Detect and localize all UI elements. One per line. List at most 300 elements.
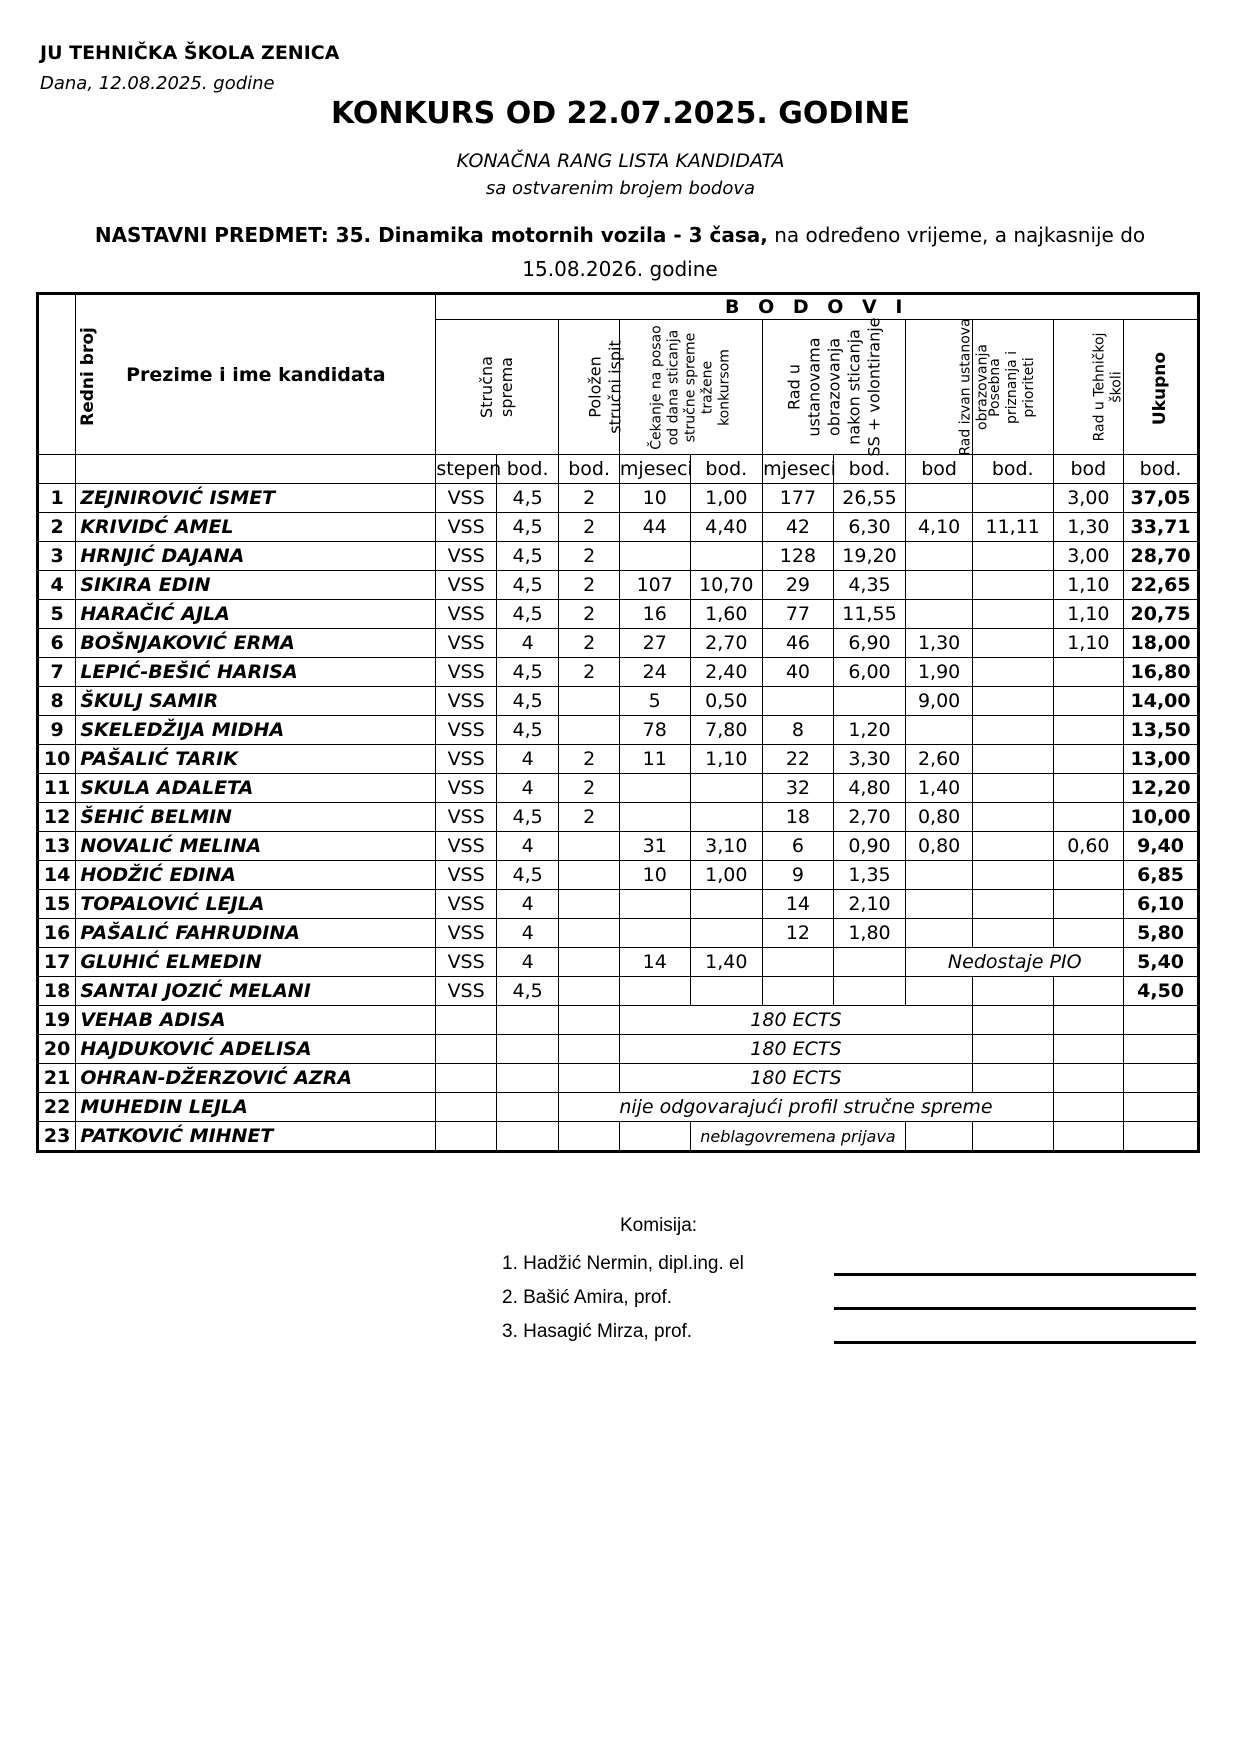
commission-member-1: 1. Hadžić Nermin, dipl.ing. el <box>502 1253 744 1274</box>
score-cell <box>690 977 763 1006</box>
ukupno-text: Ukupno <box>1150 351 1171 426</box>
tehnicka-text: Rad u Tehničkoj školi <box>1090 332 1124 442</box>
score-cell: 3,00 <box>1053 484 1124 513</box>
remark-cell: 180 ECTS <box>619 1006 972 1035</box>
total-cell: 4,50 <box>1124 977 1199 1006</box>
empty-cell <box>972 1122 1053 1152</box>
empty-cell <box>1124 1093 1199 1122</box>
score-cell <box>906 571 973 600</box>
score-cell: 11,11 <box>972 513 1053 542</box>
score-cell: 0,80 <box>906 803 973 832</box>
candidate-name: HAJDUKOVIĆ ADELISA <box>76 1035 436 1064</box>
unit-cell: mjeseci <box>619 455 690 484</box>
table-row <box>38 1006 1199 1035</box>
score-cell: 77 <box>763 600 834 629</box>
score-cell <box>906 919 973 948</box>
score-cell <box>972 977 1053 1006</box>
score-cell: VSS <box>436 629 497 658</box>
empty-cell <box>496 1006 559 1035</box>
score-cell: VSS <box>436 687 497 716</box>
score-cell <box>972 745 1053 774</box>
candidate-name: HRNJIĆ DAJANA <box>76 542 436 571</box>
score-cell: 4,5 <box>496 977 559 1006</box>
total-cell: 10,00 <box>1124 803 1199 832</box>
score-cell: 1,30 <box>906 629 973 658</box>
score-cell: VSS <box>436 513 497 542</box>
cekanje-text: Čekanje na posao od dana sticanja stručne spreme tražene konkursom <box>648 324 733 450</box>
signature-line-1 <box>834 1273 1196 1276</box>
score-cell: 27 <box>619 629 690 658</box>
score-cell: 0,90 <box>833 832 906 861</box>
empty-cell <box>436 1006 497 1035</box>
score-cell: 1,10 <box>1053 629 1124 658</box>
score-cell: 4,5 <box>496 716 559 745</box>
unit-cell: bod. <box>559 455 620 484</box>
empty-cell <box>1124 1035 1199 1064</box>
subject-rest: na određeno vrijeme, a najkasnije do 15.08.2026. godine <box>522 223 1146 281</box>
row-number: 1 <box>38 484 76 513</box>
score-cell: 12 <box>763 919 834 948</box>
score-cell <box>906 484 973 513</box>
empty-cell <box>1053 1035 1124 1064</box>
candidate-name: NOVALIĆ MELINA <box>76 832 436 861</box>
remark-cell: nije odgovarajući profil stručne spreme <box>559 1093 1053 1122</box>
score-cell <box>906 977 973 1006</box>
total-cell: 6,10 <box>1124 890 1199 919</box>
empty-cell <box>1124 1064 1199 1093</box>
rad-u-ustanovama-header <box>763 317 906 457</box>
score-cell: 11 <box>619 745 690 774</box>
commission-member-2: 2. Bašić Amira, prof. <box>502 1287 673 1308</box>
unit-cell: bod. <box>1124 455 1199 484</box>
score-cell: 4,10 <box>906 513 973 542</box>
document-date: Dana, 12.08.2025. godine <box>40 73 275 94</box>
row-number: 12 <box>38 803 76 832</box>
total-cell: 18,00 <box>1124 629 1199 658</box>
score-cell <box>906 600 973 629</box>
score-cell: 2,70 <box>833 803 906 832</box>
score-cell <box>559 687 620 716</box>
row-number: 14 <box>38 861 76 890</box>
score-cell: 4,5 <box>496 513 559 542</box>
empty-cell <box>1053 1006 1124 1035</box>
izvan-text: Rad izvan ustanova obrazovanja <box>957 318 991 456</box>
score-cell <box>559 919 620 948</box>
score-cell: 24 <box>619 658 690 687</box>
score-cell <box>763 687 834 716</box>
score-cell: 31 <box>619 832 690 861</box>
score-cell: 11,55 <box>833 600 906 629</box>
polozen-ispit-header <box>559 320 626 455</box>
score-cell <box>619 977 690 1006</box>
score-cell: VSS <box>436 658 497 687</box>
score-cell <box>906 542 973 571</box>
empty-cell <box>559 1035 620 1064</box>
score-cell: 18 <box>763 803 834 832</box>
score-cell: 2,70 <box>690 629 763 658</box>
score-cell: 4 <box>496 745 559 774</box>
school-name: JU TEHNIČKA ŠKOLA ZENICA <box>40 42 340 64</box>
total-cell: 28,70 <box>1124 542 1199 571</box>
total-cell: 9,40 <box>1124 832 1199 861</box>
score-cell <box>1053 774 1124 803</box>
score-cell <box>619 542 690 571</box>
empty-cell <box>1124 1122 1199 1152</box>
score-cell: 0,80 <box>906 832 973 861</box>
score-cell <box>619 803 690 832</box>
score-cell: 10 <box>619 484 690 513</box>
candidate-name: PAŠALIĆ TARIK <box>76 745 436 774</box>
score-cell: 4,5 <box>496 861 559 890</box>
row-number: 8 <box>38 687 76 716</box>
score-cell <box>972 803 1053 832</box>
total-cell: 14,00 <box>1124 687 1199 716</box>
unit-cell: bod <box>906 455 973 484</box>
score-cell: 2,60 <box>906 745 973 774</box>
score-cell: 2 <box>559 803 620 832</box>
score-cell: 6,90 <box>833 629 906 658</box>
empty-cell <box>972 1035 1053 1064</box>
score-cell: 0,60 <box>1053 832 1124 861</box>
score-cell <box>1053 803 1124 832</box>
score-cell <box>619 919 690 948</box>
score-cell: 22 <box>763 745 834 774</box>
score-cell: 8 <box>763 716 834 745</box>
score-cell: 14 <box>763 890 834 919</box>
name-column-header: Prezime i ime kandidata <box>76 294 436 455</box>
score-cell <box>972 890 1053 919</box>
page-title: KONKURS OD 22.07.2025. GODINE <box>330 96 910 131</box>
score-cell: 9,00 <box>906 687 973 716</box>
score-cell: 9 <box>763 861 834 890</box>
score-cell: 4,5 <box>496 542 559 571</box>
score-cell <box>559 716 620 745</box>
remark-cell: neblagovremena prijava <box>690 1122 906 1152</box>
score-cell <box>690 774 763 803</box>
strucna-text: Stručna sprema <box>477 356 517 418</box>
score-cell <box>972 687 1053 716</box>
row-number: 22 <box>38 1093 76 1122</box>
candidate-name: VEHAB ADISA <box>76 1006 436 1035</box>
score-cell: VSS <box>436 919 497 948</box>
candidate-name: SKULA ADALETA <box>76 774 436 803</box>
score-cell: 1,40 <box>906 774 973 803</box>
score-cell: 128 <box>763 542 834 571</box>
table-row <box>38 658 1199 687</box>
score-cell: 2 <box>559 745 620 774</box>
candidate-name: ŠKULJ SAMIR <box>76 687 436 716</box>
subject-bold: NASTAVNI PREDMET: 35. Dinamika motornih vozila - 3 časa, <box>94 223 768 247</box>
score-cell: 4 <box>496 948 559 977</box>
score-cell: 4,80 <box>833 774 906 803</box>
score-cell <box>972 484 1053 513</box>
score-cell <box>972 542 1053 571</box>
table-row <box>38 745 1199 774</box>
table-row <box>38 1035 1199 1064</box>
score-cell <box>690 890 763 919</box>
score-cell: 107 <box>619 571 690 600</box>
score-cell <box>1053 919 1124 948</box>
score-cell: 42 <box>763 513 834 542</box>
candidate-name: KRIVIDĆ AMEL <box>76 513 436 542</box>
rad-tehnicka-header <box>1053 320 1124 455</box>
candidate-name: SIKIRA EDIN <box>76 571 436 600</box>
empty-cell <box>972 1064 1053 1093</box>
signature-line-3 <box>834 1341 1196 1344</box>
unit-cell: bod. <box>496 455 559 484</box>
score-cell: 46 <box>763 629 834 658</box>
score-cell: 177 <box>763 484 834 513</box>
list-subtitle: sa ostvarenim brojem bodova <box>485 178 756 199</box>
score-cell: VSS <box>436 484 497 513</box>
score-cell <box>619 774 690 803</box>
score-cell <box>690 542 763 571</box>
bodovi-header: B O D O V I <box>436 294 1199 320</box>
empty-cell <box>1053 1064 1124 1093</box>
score-cell: 4,40 <box>690 513 763 542</box>
score-cell: 32 <box>763 774 834 803</box>
score-cell: 19,20 <box>833 542 906 571</box>
score-cell <box>1053 890 1124 919</box>
candidate-name: SKELEDŽIJA MIDHA <box>76 716 436 745</box>
score-cell: 1,00 <box>690 484 763 513</box>
subject-line <box>40 218 1200 286</box>
total-cell: 13,50 <box>1124 716 1199 745</box>
score-cell: 4 <box>496 919 559 948</box>
table-row <box>38 1064 1199 1093</box>
score-cell: VSS <box>436 890 497 919</box>
rad-izvan-header <box>906 318 991 456</box>
total-cell: 20,75 <box>1124 600 1199 629</box>
score-cell: 1,10 <box>1053 600 1124 629</box>
unit-cell: bod. <box>833 455 906 484</box>
row-number: 17 <box>38 948 76 977</box>
score-cell <box>972 658 1053 687</box>
score-cell <box>1053 716 1124 745</box>
score-cell: VSS <box>436 542 497 571</box>
score-cell: 26,55 <box>833 484 906 513</box>
unit-cell: bod. <box>972 455 1053 484</box>
total-cell: 12,20 <box>1124 774 1199 803</box>
score-cell <box>972 861 1053 890</box>
table-row <box>38 919 1199 948</box>
empty-cell <box>436 1064 497 1093</box>
score-cell <box>1053 658 1124 687</box>
score-cell: 40 <box>763 658 834 687</box>
score-cell: 6,30 <box>833 513 906 542</box>
score-cell: 10 <box>619 861 690 890</box>
score-cell: VSS <box>436 745 497 774</box>
row-number: 15 <box>38 890 76 919</box>
total-cell: 33,71 <box>1124 513 1199 542</box>
score-cell: 2 <box>559 600 620 629</box>
total-cell: 37,05 <box>1124 484 1199 513</box>
score-cell: 7,80 <box>690 716 763 745</box>
score-cell <box>833 948 906 977</box>
score-cell: 3,30 <box>833 745 906 774</box>
score-cell <box>559 948 620 977</box>
table-row <box>38 803 1199 832</box>
score-cell: 4,5 <box>496 600 559 629</box>
table-row <box>38 542 1199 571</box>
total-cell: 13,00 <box>1124 745 1199 774</box>
score-cell: 16 <box>619 600 690 629</box>
score-cell <box>972 629 1053 658</box>
candidate-name: PATKOVIĆ MIHNET <box>76 1122 436 1152</box>
empty-cell <box>496 1122 559 1152</box>
score-cell: 4 <box>496 629 559 658</box>
row-number: 18 <box>38 977 76 1006</box>
table-row <box>38 1122 1199 1152</box>
table-row <box>38 687 1199 716</box>
empty-cell <box>436 1122 497 1152</box>
redni-broj-header: Redni broj <box>38 294 76 455</box>
strucna-sprema-header <box>436 320 559 455</box>
remark-cell: 180 ECTS <box>619 1035 972 1064</box>
candidate-name: TOPALOVIĆ LEJLA <box>76 890 436 919</box>
score-cell: 4,5 <box>496 803 559 832</box>
row-number: 10 <box>38 745 76 774</box>
score-cell: 1,20 <box>833 716 906 745</box>
score-cell <box>972 832 1053 861</box>
score-cell <box>906 890 973 919</box>
empty-cell <box>436 1093 497 1122</box>
unit-cell: mjeseci <box>763 455 834 484</box>
score-cell: VSS <box>436 948 497 977</box>
empty-cell <box>496 1064 559 1093</box>
candidate-name: LEPIĆ-BEŠIĆ HARISA <box>76 658 436 687</box>
score-cell <box>972 774 1053 803</box>
empty-cell <box>496 1035 559 1064</box>
score-cell: VSS <box>436 977 497 1006</box>
score-cell: VSS <box>436 600 497 629</box>
score-cell: 2 <box>559 542 620 571</box>
row-number: 4 <box>38 571 76 600</box>
score-cell: VSS <box>436 571 497 600</box>
score-cell: 10,70 <box>690 571 763 600</box>
score-cell <box>1053 861 1124 890</box>
candidate-name: ŠEHIĆ BELMIN <box>76 803 436 832</box>
table-row <box>38 629 1199 658</box>
table-row <box>38 513 1199 542</box>
table-row <box>38 600 1199 629</box>
total-cell: 5,40 <box>1124 948 1199 977</box>
score-cell: VSS <box>436 803 497 832</box>
total-cell: 5,80 <box>1124 919 1199 948</box>
unit-cell: bod <box>1053 455 1124 484</box>
ranking-table <box>36 292 1200 1153</box>
commission-member-3: 3. Hasagić Mirza, prof. <box>502 1321 693 1342</box>
empty-cell <box>1053 1093 1124 1122</box>
score-cell <box>1053 977 1124 1006</box>
score-cell <box>763 977 834 1006</box>
table-row <box>38 774 1199 803</box>
signature-line-2 <box>834 1307 1196 1310</box>
score-cell <box>833 977 906 1006</box>
score-cell: 1,90 <box>906 658 973 687</box>
empty-cell <box>496 1093 559 1122</box>
candidate-name: HODŽIĆ EDINA <box>76 861 436 890</box>
score-cell <box>619 890 690 919</box>
score-cell <box>833 687 906 716</box>
total-cell: 6,85 <box>1124 861 1199 890</box>
rad-text: Rad u ustanovama obrazovanja nakon sticanja SS + volontiranje <box>784 317 884 457</box>
score-cell: 1,80 <box>833 919 906 948</box>
total-cell: 16,80 <box>1124 658 1199 687</box>
score-cell <box>972 600 1053 629</box>
candidate-name: HARAČIĆ AJLA <box>76 600 436 629</box>
score-cell <box>972 716 1053 745</box>
score-cell: 2 <box>559 484 620 513</box>
score-cell: 2 <box>559 658 620 687</box>
candidate-name: MUHEDIN LEJLA <box>76 1093 436 1122</box>
table-row <box>38 977 1199 1006</box>
candidate-name: PAŠALIĆ FAHRUDINA <box>76 919 436 948</box>
score-cell: 4 <box>496 774 559 803</box>
row-number: 11 <box>38 774 76 803</box>
score-cell <box>972 919 1053 948</box>
unit-cell: stepen <box>436 455 497 484</box>
score-cell: 3,10 <box>690 832 763 861</box>
score-cell: 6,00 <box>833 658 906 687</box>
score-cell: 5 <box>619 687 690 716</box>
table-row <box>38 484 1199 513</box>
unit-cell <box>76 455 436 484</box>
row-number: 13 <box>38 832 76 861</box>
candidate-name: SANTAI JOZIĆ MELANI <box>76 977 436 1006</box>
score-cell: 2,10 <box>833 890 906 919</box>
score-cell: 14 <box>619 948 690 977</box>
empty-cell <box>559 1006 620 1035</box>
score-cell <box>559 977 620 1006</box>
remark-cell: 180 ECTS <box>619 1064 972 1093</box>
unit-cell <box>38 455 76 484</box>
candidate-name: OHRAN-DŽERZOVIĆ AZRA <box>76 1064 436 1093</box>
score-cell <box>559 890 620 919</box>
candidate-name: ZEJNIROVIĆ ISMET <box>76 484 436 513</box>
empty-cell <box>436 1035 497 1064</box>
score-cell: 1,10 <box>1053 571 1124 600</box>
row-number: 7 <box>38 658 76 687</box>
table-row <box>38 716 1199 745</box>
empty-cell <box>559 1064 620 1093</box>
score-cell <box>1053 687 1124 716</box>
commission-title: Komisija: <box>620 1215 698 1236</box>
table-row <box>38 1093 1199 1122</box>
score-cell: 4,5 <box>496 687 559 716</box>
score-cell: 1,30 <box>1053 513 1124 542</box>
table-row <box>38 948 1199 977</box>
table-row <box>38 861 1199 890</box>
score-cell: 78 <box>619 716 690 745</box>
table-row <box>38 890 1199 919</box>
row-number: 9 <box>38 716 76 745</box>
score-cell: 2 <box>559 571 620 600</box>
remark-cell: Nedostaje PIO <box>906 948 1124 977</box>
empty-cell <box>906 1122 973 1152</box>
score-cell <box>690 803 763 832</box>
score-cell: VSS <box>436 716 497 745</box>
candidate-name: GLUHIĆ ELMEDIN <box>76 948 436 977</box>
row-number: 19 <box>38 1006 76 1035</box>
score-cell <box>906 861 973 890</box>
score-cell <box>763 948 834 977</box>
row-number: 5 <box>38 600 76 629</box>
empty-cell <box>1124 1006 1199 1035</box>
unit-cell: bod. <box>690 455 763 484</box>
cekanje-header <box>619 320 762 455</box>
empty-cell <box>619 1122 690 1152</box>
